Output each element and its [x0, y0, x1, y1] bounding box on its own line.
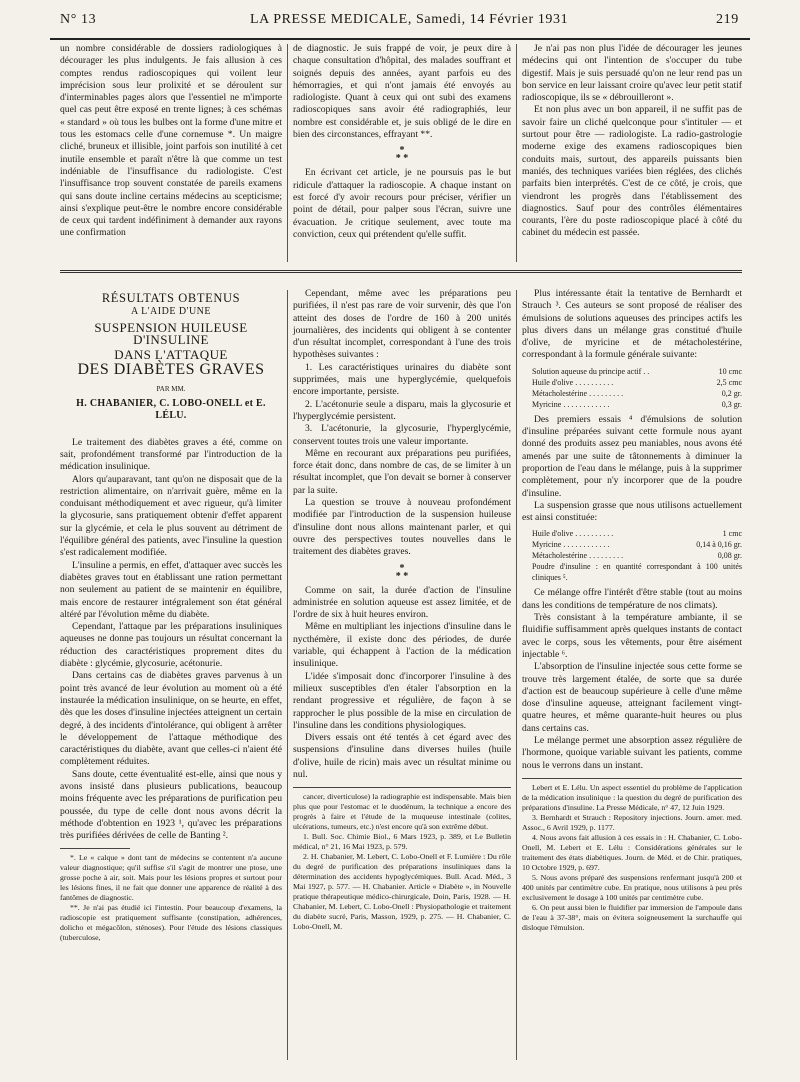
column-divider — [287, 290, 288, 1060]
footnote-rule — [522, 778, 742, 779]
list-item: 3. L'acétonurie, la glycosurie, l'hyperglycémie, conservent toutes trois une valeur importante. — [293, 423, 511, 447]
body-paragraph: Ce mélange offre l'intérêt d'être stable (tout au moins dans les conditions de température de nos climats). — [522, 587, 742, 611]
article-column-3 — [522, 288, 742, 933]
list-item: 1. Les caractéristiques urinaires du diabète sont supprimées, mais une hyperglycémie, quelquefois encore importante, persiste. — [293, 361, 511, 398]
formula-row: Métacholestérine . . . . . . . . . 0,2 gr. — [532, 388, 742, 398]
footnote: 2. H. Chabanier, M. Lebert, C. Lobo-Onell et F. Lumière : Du rôle du degré de purification des préparations insuliniques dans la détermination des accidents hypoglycémiques. Bull. Acad. Méd., 3 Mai 1927, p. 577. — H. Chabanier. Article « Diabète », in Nouvelle pratique thérapeutique médico-chirurgicale, Doin, Paris, 1928. — H. Chabanier, M. Lebert, C. Lobo-Onell : Physiopathologie et traitement du diabète sucré, Paris, Masson, 1929, p. 275. — H. Chabanier, C. Lobo-Onell, M. — [293, 852, 511, 932]
formula-row: Métacholestérine . . . . . . . . . 0,08 gr. — [532, 551, 742, 561]
column-divider — [516, 290, 517, 1060]
top-column-2 — [293, 43, 511, 241]
article-title-line-1: RÉSULTATS OBTENUS — [101, 291, 241, 305]
footnote: cancer, diverticulose) la radiographie est indispensable. Mais bien plus que pour l'estomac et le duodénum, la technique a encore des progrès à faire et l'étude de la muqueuse intestinale (colites, ulcérations, tumeurs, etc.) n'est encore qu'à son extrême début. — [293, 792, 511, 832]
body-paragraph: La question se trouve à nouveau profondément modifiée par l'introduction de la suspension huileuse d'insuline dont nous allons maintenant parler, et qui ouvre des perspectives toutes nouvelles dans le traitement des diabètes graves. — [293, 497, 511, 558]
top-col2-para-b: En écrivant cet article, je ne poursuis pas le but ridicule d'attaquer la radioscopie. A chaque instant on est forcé d'y avoir recours pour préciser, vérifier un point de détail, pour palper sous l'écran, suivre une évacuation. Je critique seulement, avec toute ma conviction, ceux qui prétendent qu'elle suffit. — [293, 167, 511, 240]
formula-row: Huile d'olive . . . . . . . . . . 1 cmc — [532, 529, 742, 539]
page-number: 219 — [716, 12, 739, 27]
footnote: **. Je n'ai pas étudié ici l'intestin. Pour beaucoup d'examens, la radioscopie est pratiquement suffisante (constipation, adhérences, dolicho et mégacôlon, sténoses). Pour l'étude des lésions classiques (tuberculose, — [60, 903, 282, 943]
footnote: Lebert et E. Lélu. Un aspect essentiel du problème de l'application de la médication insulinique : la question du degré de purification des préparations d'insuline. La Presse Médicale, n° 47, 12 Juin 1929. — [522, 782, 742, 812]
formula-row: Solution aqueuse du principe actif . . 10 cmc — [532, 366, 742, 376]
column-divider — [287, 44, 288, 262]
body-paragraph: Cependant, l'attaque par les préparations insuliniques aqueuses ne donne pas toujours un résultat concernant la réduction des caractéristiques proprement dites du diabète : glycémie, glycosurie, acétonurie. — [60, 621, 282, 670]
list-item: 2. L'acétonurie seule a disparu, mais la glycosurie et l'hyperglycémie persistent. — [293, 398, 511, 422]
article-title-block — [60, 292, 282, 423]
formula-row: Myricine . . . . . . . . . . . . 0,14 à 0,16 gr. — [532, 540, 742, 550]
body-paragraph: L'insuline a permis, en effet, d'attaquer avec succès les diabètes graves tout en établissant une ration permettant non seulement au patient de se maintenir en équilibre, mais encore de restaurer intégralement son état général altéré par l'évolution même du diabète. — [60, 559, 282, 620]
body-paragraph: La suspension grasse que nous utilisons actuellement est ainsi constituée: — [522, 499, 742, 524]
article-authors: H. CHABANIER, C. LOBO-ONELL et E. LÉLU. — [76, 398, 266, 422]
footnote-rule — [293, 787, 511, 788]
body-paragraph: Le traitement des diabètes graves a été, comme on sait, profondément transformé par l'introduction de la médication insulinique. — [60, 436, 282, 473]
body-paragraph: Même en recourant aux préparations peu purifiées, force était donc, dans nombre de cas, de se limiter à un résultat incomplet, que l'on devait se borner à conserver par la suite. — [293, 447, 511, 496]
top-col3-para-b: Et non plus avec un bon appareil, il ne suffit pas de savoir faire un cliché quelconque pour s'intituler — et surtout pour être — radiologiste. La radio-gastrologie moderne exige des examens radioscopiques bien conduits mais, surtout, des appareils puissants bien maniés, des techniques variées bien réglées, des clichés parfaits bien interprétés. C'est de ce côté, je crois, que viendront les progrès dans l'établissement des diagnostics. Sauf pour des contrôles élémentaires courants, l'ère du poste radioscopique placé à côté du cabinet du médecin est passée. — [522, 104, 742, 239]
column-divider — [516, 44, 517, 262]
footnotes-middle — [293, 792, 511, 932]
body-paragraph: Le mélange permet une absorption assez régulière de l'hormone, quoique variable suivant les patients, comme nous le verrons dans un instant. — [522, 735, 742, 771]
footnotes-right — [522, 783, 742, 933]
footnote-rule — [60, 848, 130, 849]
body-paragraph: L'absorption de l'insuline injectée sous cette forme se trouve très largement étalée, de sorte que sa durée d'action est de beaucoup supérieure à celle d'une même dose d'insuline aqueuse, atteignant facilement vingt-quatre heures, et même quarante-huit heures ou plus dans certains cas. — [522, 661, 742, 734]
formula-row: Huile d'olive . . . . . . . . . . 2,5 cmc — [532, 377, 742, 387]
body-paragraph: Même en multipliant les injections d'insuline dans le nycthémère, il existe donc des périodes, de durée variable, qui échappent à l'action de la médication insulinique. — [293, 621, 511, 670]
formula-note: Poudre d'insuline : en quantité correspondant à 100 unités cliniques ⁵. — [532, 562, 742, 583]
body-paragraph: Comme on sait, la durée d'action de l'insuline administrée en solution aqueuse est assez limitée, et de l'ordre de six à huit heures environ. — [293, 584, 511, 621]
body-paragraph: Divers essais ont été tentés à cet égard avec des suspensions d'insuline dans diverses huiles (huile d'olive, huile de ricin) mais avec un résultat minime ou nul. — [293, 732, 511, 780]
article-column-1 — [60, 288, 282, 943]
article-title-line-4: DANS L'ATTAQUE — [114, 347, 228, 363]
body-paragraph: Sans doute, cette éventualité est-elle, ainsi que nous y avons insisté dans plusieurs publications, beaucoup moins fréquente avec les préparations de purification peu poussée, du type de celle dont nous avons décrit la méthode d'obtention en 1923 ¹, qu'avec les préparations très purifiées dérivées de celle de Banting ². — [60, 768, 282, 842]
formula-row: Myricine . . . . . . . . . . . . 0,3 gr. — [532, 399, 742, 409]
footnote: 5. Nous avons préparé des suspensions renfermant jusqu'à 200 et 400 unités par centimètre cube. En pratique, nous utilisons à peu près exclusivement le dosage à 100 unités par centimètre cube. — [522, 872, 742, 902]
top-column-1 — [60, 43, 282, 240]
footnote: 1. Bull. Soc. Chimie Biol., 6 Mars 1923, p. 389, et Le Bulletin médical, n° 21, 16 Mai 1923, p. 579. — [293, 832, 511, 852]
journal-title: LA PRESSE MEDICALE, Samedi, 14 Février 1931 — [250, 12, 569, 27]
running-header — [0, 12, 800, 32]
article-title-line-5: DES DIABÈTES GRAVES — [77, 361, 265, 379]
header-rule — [50, 38, 750, 40]
article-column-2 — [293, 288, 511, 932]
footnote: 4. Nous avons fait allusion à ces essais in : H. Chabanier, C. Lobo-Onell, M. Lebert et E. Lélu : Considérations générales sur le traitement des états diabétiques. Journ. de Méd. et de Chir. pratiques, 10 Octobre 1929, p. 697. — [522, 832, 742, 872]
top-column-3 — [522, 43, 742, 240]
body-paragraph: Des premiers essais ⁴ d'émulsions de solution d'insuline préparées suivant cette formule nous ayant donné des produits assez peu maniables, nous avons été amenés par une suite de tâtonnements à diminuer la proportion de l'eau dans le mélange, puis à la supprimer complètement, pour n'y incorporer que de la poudre d'insuline. — [522, 413, 742, 499]
formula-table — [532, 366, 742, 410]
top-col3-para-a: Je n'ai pas non plus l'idée de décourager les jeunes médecins qui ont l'intention de s'occuper du tube digestif. Mais je suis persuadé qu'on ne leur rend pas un bon service en leur laissant croire qu'avec leur petit statif radioscopique, ils se « débrouilleront ». — [522, 43, 742, 104]
top-col1-text: un nombre considérable de dossiers radiologiques à décourager les plus indulgents. Je fais allusion à ces comptes rendus radioscopiques qui voilent leur imprécision sous leur prolixité et se déroulent sur d'interminables pages alors que l'essentiel ne m'importe quel cas peut être exposé en trente lignes; à ces schémas « standard » où tous les bulbes ont la forme d'une mitre et tous les estomacs celle d'une cornemuse *. Un maigre cliché, bruneux et illisible, joint parfois son inutilité à cet inutile ensemble et paraît n'être là que comme un test indéniable de l'insuffisance du radiologiste. C'est l'insuffisance trop souvent constatée de pareils examens qui sans doute incline certains médecins au scepticisme; ainsi s'explique peut-être le nombre encore considérable de ceux qui tardent indéfiniment à demander aux rayons une confirmation — [60, 43, 282, 239]
body-paragraph: Plus intéressante était la tentative de Bernhardt et Strauch ³. Ces auteurs se sont proposé de réaliser des émulsions de solutions aqueuses des principes actifs les plus divers dans un mélange gras constitué d'huile d'olive, de myricine et de métacholestérine, correspondant à la formule générale suivante: — [522, 288, 742, 361]
section-divider — [60, 270, 742, 273]
issue-number: N° 13 — [60, 12, 97, 27]
section-stars: * * * — [395, 145, 409, 165]
article-title-line-2: A L'AIDE D'UNE — [130, 306, 212, 318]
top-col2-para-a: de diagnostic. Je suis frappé de voir, je peux dire à chaque consultation d'hôpital, des malades souffrant et soignés depuis des années, ayant parfois eu des hémorragies, et qui n'ont jamais été envoyés au radiologiste. Quant à ceux qui ont subi des examens radioscopiques sans avoir été radiographiés, leur nombre est considérable et, je suis obligé de le dire en bien des circonstances, effrayant **. — [293, 43, 511, 141]
body-paragraph: Alors qu'auparavant, tant qu'on ne disposait que de la restriction alimentaire, on n'arrivait guère, même en la conduisant méthodiquement et avec rigueur, qu'à limiter la glycosurie, sans pratiquement obtenir d'effet apparent sur la glycémie, et cela le plus souvent au détriment de l'équilibre général des patients, avec l'insuline la question s'est radicalement modifiée. — [60, 473, 282, 559]
section-stars: * * * — [395, 562, 409, 582]
suspension-table — [532, 528, 742, 583]
body-paragraph: Très consistant à la température ambiante, il se fluidifie suffisamment après quelques instants de contact avec le corps, sous les vêtements, pour être aisément injectable ⁶. — [522, 612, 742, 660]
footnote: *. Le « calque » dont tant de médecins se contentent n'a aucune valeur diagnostique; qu'il suffise s'il s'agit de montrer une ptose, une grosse poche à air, soit. Mais pour les lésions propres et surtout pour les lésions fines, il ne fait que donner une apparence de réalité à des fantômes de diagnostic. — [60, 853, 282, 903]
footnote: 3. Bernhardt et Strauch : Repository injections. Journ. amer. med. Assoc., 6 Avril 1929, p. 1177. — [522, 812, 742, 832]
footnotes-top — [60, 853, 282, 943]
body-paragraph: Cependant, même avec les préparations peu purifiées, il n'est pas rare de voir survenir, dès que l'on atteint des doses de l'ordre de 160 à 200 unités journalières, des incidents qui obligent à se contenter d'un résultat incomplet, correspondant à l'une des trois hypothèses suivantes : — [293, 288, 511, 361]
body-paragraph: Dans certains cas de diabètes graves parvenus à un point très avancé de leur évolution au moment où a été instaurée la médication insulinique, on se heurte, en effet, dès que les doses d'insuline injectées atteignent un certain degré, à des incidents d'intolérance, qui obligent à arrêter le développement de l'attaque méthodique des caractéristiques du diabète, avant que celles-ci n'aient été complètement réduites. — [60, 670, 282, 768]
footnote: 6. On peut aussi bien le fluidifier par immersion de l'ampoule dans de l'eau à 37-38°, mais on évitera soigneusement la surchauffe qui disloque l'émulsion. — [522, 902, 742, 932]
article-by: PAR MM. — [156, 384, 186, 393]
article-title-line-3: SUSPENSION HUILEUSE D'INSULINE — [94, 319, 248, 347]
body-paragraph: L'idée s'imposait donc d'incorporer l'insuline à des milieux susceptibles d'en étaler l'absorption en la rendant progressive et régulière, de façon à se rapprocher le plus possible de la mise en circulation de l'insuline dans les conditions physiologiques. — [293, 670, 511, 731]
